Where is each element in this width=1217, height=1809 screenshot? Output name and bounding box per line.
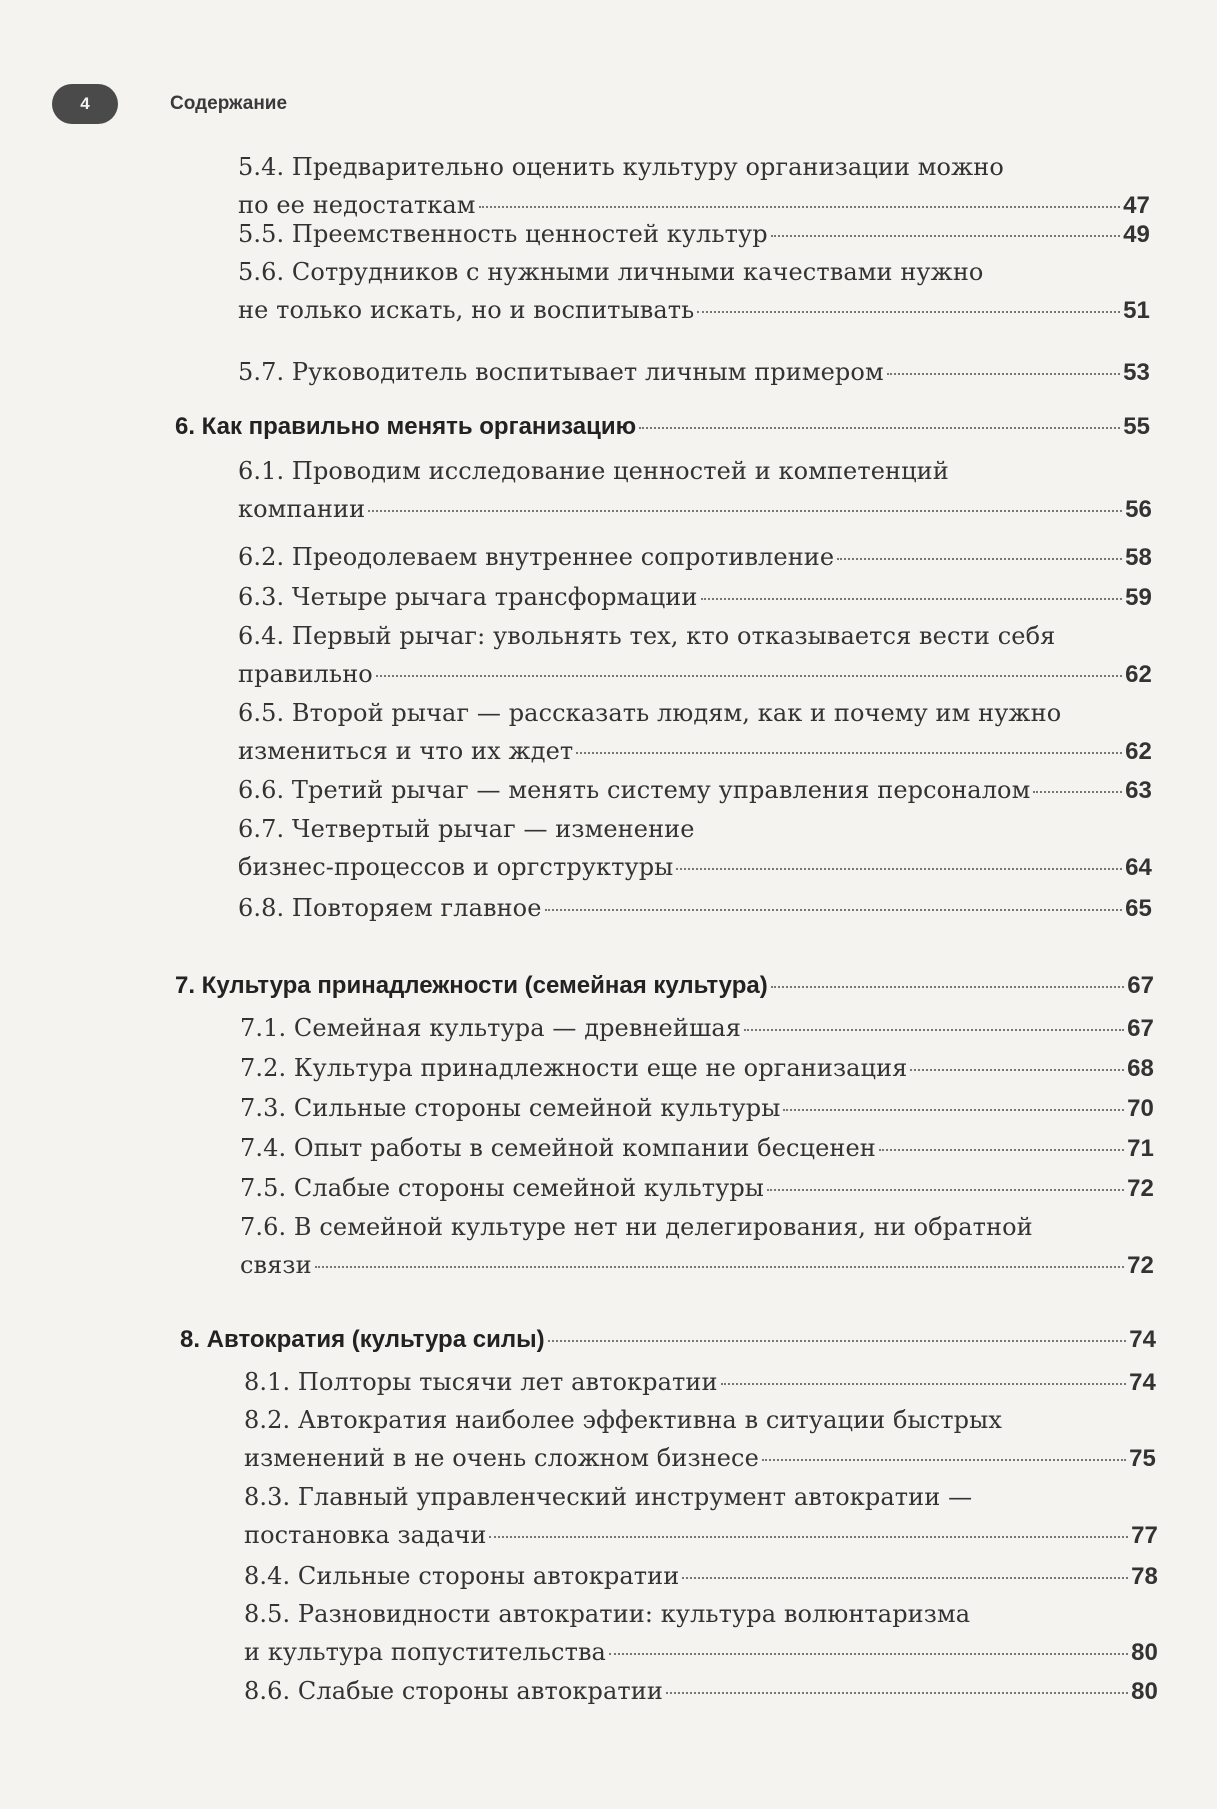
dot-leader	[910, 1069, 1124, 1071]
toc-entry-line	[180, 1323, 1156, 1357]
toc-entry-title: 6. Как правильно менять организацию	[175, 413, 637, 440]
toc-entry-line	[238, 490, 1152, 529]
toc-page-number: 72	[1127, 1175, 1154, 1202]
toc-section-entry	[240, 1169, 1154, 1208]
toc-entry-line	[240, 1089, 1154, 1128]
toc-section-entry	[244, 1672, 1158, 1711]
toc-entry-line	[238, 848, 1152, 887]
toc-page-number: 74	[1129, 1326, 1156, 1353]
toc-entry-title: 7.4. Опыт работы в семейной компании бесценен	[240, 1134, 876, 1162]
toc-entry-line	[238, 353, 1150, 392]
toc-entry-line	[244, 1516, 1158, 1555]
toc-entry-line	[244, 1439, 1156, 1478]
toc-section-entry	[238, 578, 1152, 617]
toc-entry-title: по ее недостаткам	[238, 191, 476, 219]
toc-page-number: 78	[1131, 1563, 1158, 1590]
dot-leader	[666, 1692, 1128, 1694]
toc-entry-title: 6.6. Третий рычаг — менять систему управления персоналом	[238, 776, 1031, 804]
toc-section-entry	[238, 452, 1152, 529]
dot-leader	[762, 1459, 1126, 1461]
toc-entry-first-line: 5.4. Предварительно оценить культуру организации можно	[238, 153, 1004, 181]
toc-page-number: 59	[1125, 584, 1152, 611]
toc-page-number: 53	[1123, 359, 1150, 386]
toc-page-number: 71	[1127, 1135, 1154, 1162]
toc-entry-title: связи	[240, 1251, 312, 1279]
toc-page-number: 67	[1127, 972, 1154, 999]
toc-entry-line	[240, 1009, 1154, 1048]
toc-chapter-entry	[175, 410, 1150, 444]
toc-page-number: 77	[1131, 1522, 1158, 1549]
toc-entry-title: правильно	[238, 660, 373, 688]
toc-entry-title: компании	[238, 495, 366, 523]
toc-entry-first-line: 8.3. Главный управленческий инструмент автократии —	[244, 1483, 973, 1511]
toc-section-entry	[240, 1089, 1154, 1128]
toc-page-number: 64	[1125, 854, 1152, 881]
dot-leader	[887, 373, 1120, 375]
toc-page-number: 68	[1127, 1055, 1154, 1082]
dot-leader	[639, 427, 1120, 429]
toc-entry-title: 6.3. Четыре рычага трансформации	[238, 583, 698, 611]
toc-page-number: 72	[1127, 1252, 1154, 1279]
toc-entry-first-line: 7.6. В семейной культуре нет ни делегирования, ни обратной	[240, 1213, 1033, 1241]
toc-entry-title: 6.2. Преодолеваем внутреннее сопротивление	[238, 543, 835, 571]
toc-entry-title: 5.5. Преемственность ценностей культур	[238, 220, 768, 248]
toc-entry-title: бизнес-процессов и оргструктуры	[238, 853, 674, 881]
toc-entry-title: 8.4. Сильные стороны автократии	[244, 1562, 680, 1590]
dot-leader	[767, 1189, 1124, 1191]
toc-entry-line	[175, 410, 1150, 444]
toc-section-entry	[244, 1401, 1156, 1478]
dot-leader	[879, 1149, 1124, 1151]
dot-leader	[1033, 791, 1122, 793]
toc-section-entry	[244, 1478, 1158, 1555]
toc-page-number: 47	[1123, 192, 1150, 219]
dot-leader	[479, 206, 1121, 208]
toc-section-entry	[238, 538, 1152, 577]
toc-entry-line	[240, 1169, 1154, 1208]
toc-entry-title: 7.3. Сильные стороны семейной культуры	[240, 1094, 781, 1122]
dot-leader	[783, 1109, 1124, 1111]
dot-leader	[489, 1536, 1128, 1538]
dot-leader	[376, 675, 1122, 677]
toc-page-number: 51	[1123, 297, 1150, 324]
toc-entry-line	[240, 1049, 1154, 1088]
toc-section-entry	[238, 617, 1152, 694]
toc-entry-title: и культура попустительства	[244, 1638, 606, 1666]
dot-leader	[771, 986, 1125, 988]
toc-entry-title: 7.5. Слабые стороны семейной культуры	[240, 1174, 765, 1202]
dot-leader	[676, 868, 1122, 870]
dot-leader	[721, 1383, 1127, 1385]
toc-entry-first-line: 6.1. Проводим исследование ценностей и компетенций	[238, 457, 949, 485]
toc-section-entry	[244, 1557, 1158, 1596]
toc-section-entry	[240, 1049, 1154, 1088]
toc-entry-title: изменений в не очень сложном бизнесе	[244, 1444, 759, 1472]
dot-leader	[771, 235, 1120, 237]
toc-entry-title: 7.1. Семейная культура — древнейшая	[240, 1014, 742, 1042]
toc-section-entry	[240, 1129, 1154, 1168]
toc-entry-first-line: 8.2. Автократия наиболее эффективна в ситуации быстрых	[244, 1406, 1002, 1434]
toc-section-entry	[244, 1363, 1156, 1402]
toc-section-entry	[244, 1595, 1158, 1672]
toc-entry-title: 8.1. Полторы тысячи лет автократии	[244, 1368, 718, 1396]
toc-page-number: 62	[1125, 661, 1152, 688]
toc-entry-title: 7. Культура принадлежности (семейная культура)	[175, 972, 768, 999]
toc-page-number: 62	[1125, 738, 1152, 765]
dot-leader	[576, 752, 1122, 754]
dot-leader	[682, 1577, 1128, 1579]
toc-entry-first-line: 8.5. Разновидности автократии: культура волюнтаризма	[244, 1600, 971, 1628]
page-header	[52, 84, 287, 124]
dot-leader	[545, 909, 1123, 911]
toc-page-number: 80	[1131, 1678, 1158, 1705]
toc-entry-line	[240, 1246, 1154, 1285]
toc-page-number: 56	[1125, 496, 1152, 523]
toc-entry-first-line: 6.5. Второй рычаг — рассказать людям, как и почему им нужно	[238, 699, 1062, 727]
toc-entry-line	[238, 889, 1152, 928]
page-number-badge: 4	[52, 84, 118, 124]
toc-entry-title: постановка задачи	[244, 1521, 487, 1549]
dot-leader	[315, 1266, 1124, 1268]
toc-page-number: 49	[1123, 221, 1150, 248]
toc-entry-line	[244, 1672, 1158, 1711]
toc-section-entry	[238, 253, 1150, 330]
toc-entry-line	[244, 1363, 1156, 1402]
dot-leader	[548, 1340, 1127, 1342]
toc-entry-title: 6.8. Повторяем главное	[238, 894, 542, 922]
toc-page-number: 80	[1131, 1639, 1158, 1666]
toc-chapter-entry	[180, 1323, 1156, 1357]
toc-entry-line	[238, 732, 1152, 771]
toc-entry-line	[244, 1633, 1158, 1672]
toc-page-number: 67	[1127, 1015, 1154, 1042]
toc-entry-line	[238, 215, 1150, 254]
toc-entry-line	[238, 291, 1150, 330]
toc-entry-title: измениться и что их ждет	[238, 737, 574, 765]
toc-section-entry	[238, 889, 1152, 928]
toc-entry-line	[238, 578, 1152, 617]
dot-leader	[701, 598, 1123, 600]
toc-entry-title: 8. Автократия (культура силы)	[180, 1326, 545, 1353]
toc-section-entry	[240, 1009, 1154, 1048]
toc-entry-title: не только искать, но и воспитывать	[238, 296, 695, 324]
dot-leader	[837, 558, 1122, 560]
toc-page-number: 58	[1125, 544, 1152, 571]
toc-entry-title: 5.7. Руководитель воспитывает личным примером	[238, 358, 884, 386]
toc-page-number: 75	[1129, 1445, 1156, 1472]
toc-entry-line	[175, 969, 1154, 1003]
dot-leader	[368, 510, 1122, 512]
toc-entry-first-line: 6.7. Четвертый рычаг — изменение	[238, 815, 695, 843]
toc-section-entry	[238, 771, 1152, 810]
toc-entry-title: 7.2. Культура принадлежности еще не организация	[240, 1054, 908, 1082]
toc-section-entry	[238, 353, 1150, 392]
toc-section-entry	[240, 1208, 1154, 1285]
toc-entry-line	[238, 655, 1152, 694]
toc-section-entry	[238, 810, 1152, 887]
toc-page-number: 74	[1129, 1369, 1156, 1396]
toc-section-entry	[238, 694, 1152, 771]
toc-entry-first-line: 5.6. Сотрудников с нужными личными качествами нужно	[238, 258, 984, 286]
dot-leader	[609, 1653, 1128, 1655]
toc-entry-line	[238, 538, 1152, 577]
dot-leader	[744, 1029, 1124, 1031]
toc-page-number: 55	[1123, 413, 1150, 440]
toc-section-entry	[238, 148, 1150, 225]
toc-entry-first-line: 6.4. Первый рычаг: увольнять тех, кто отказывается вести себя	[238, 622, 1056, 650]
toc-entry-line	[240, 1129, 1154, 1168]
dot-leader	[697, 311, 1120, 313]
toc-section-entry	[238, 215, 1150, 254]
toc-page-number: 63	[1125, 777, 1152, 804]
toc-entry-line	[244, 1557, 1158, 1596]
toc-page-number: 65	[1125, 895, 1152, 922]
toc-chapter-entry	[175, 969, 1154, 1003]
toc-entry-title: 8.6. Слабые стороны автократии	[244, 1677, 663, 1705]
toc-entry-line	[238, 771, 1152, 810]
toc-page-number: 70	[1127, 1095, 1154, 1122]
running-title: Содержание	[170, 93, 288, 114]
